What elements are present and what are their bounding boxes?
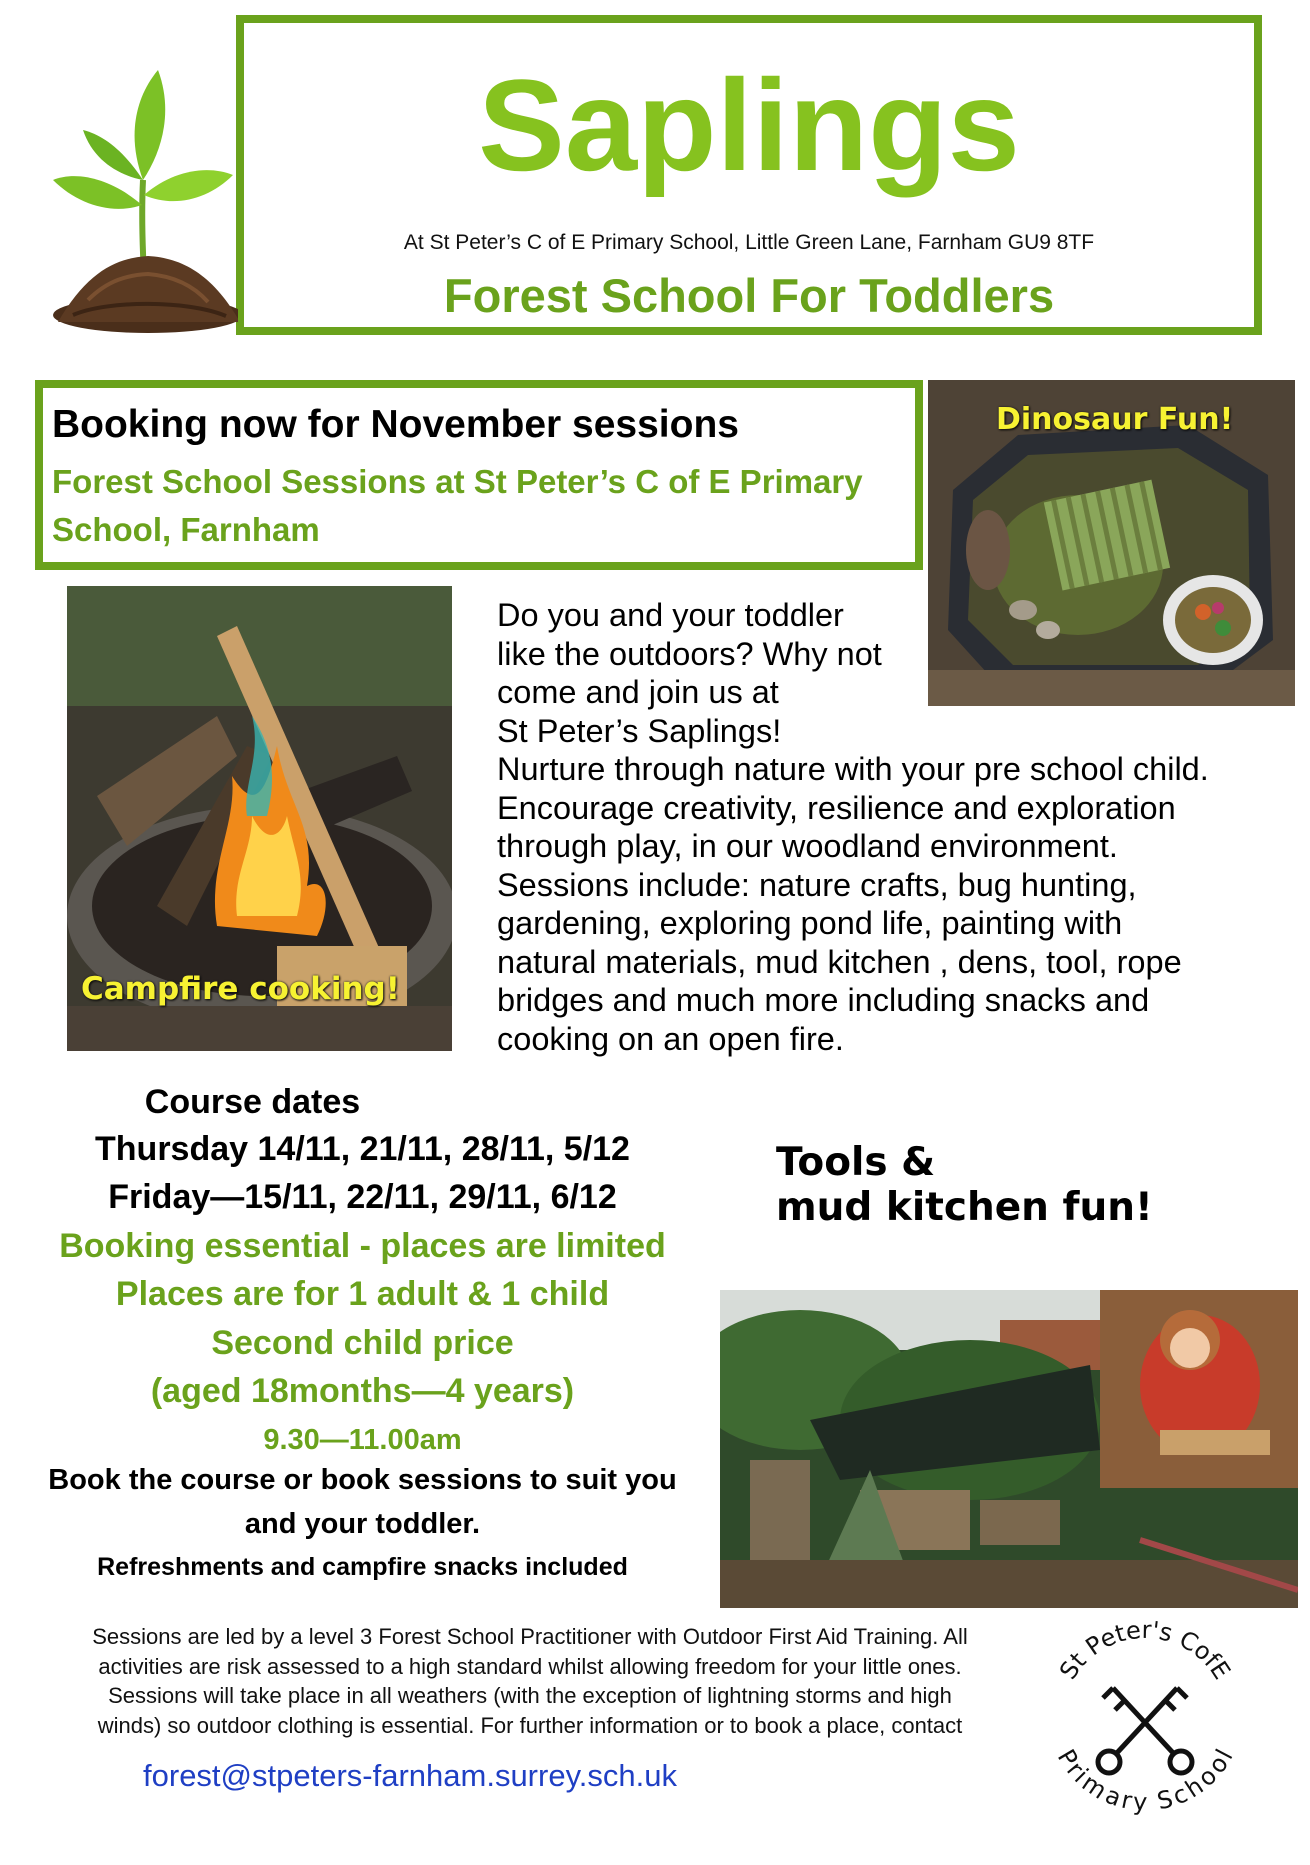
campfire-photo [67,586,452,1051]
intro-line: Do you and your toddler [497,597,844,633]
page-subtitle: Forest School For Toddlers [443,269,1055,322]
footer-text [30,1622,1030,1740]
contact-email-link[interactable]: forest@stpeters-farnham.surrey.sch.uk [143,1758,677,1793]
places-note: Places are for 1 adult & 1 child [115,1275,610,1313]
footer-line: activities are risk assessed to a high standard whilst allowing freedom for your little ones. [98,1653,962,1679]
address-line: At St Peter’s C of E Primary School, Little Green Lane, Farnham GU9 8TF [403,231,1095,254]
intro-line: cooking on an open fire. [497,1020,844,1057]
intro-line: natural materials, mud kitchen , dens, tool, rope [497,943,1182,980]
dinosaur-caption: Dinosaur Fun! [996,402,1234,437]
intro-line: come and join us at [497,674,779,710]
page-title: Saplings [478,52,1020,198]
age-range-note: (aged 18months—4 years) [150,1372,575,1410]
booking-essential-note: Booking essential - places are limited [59,1227,666,1265]
booking-subheading-line: Forest School Sessions at St Peter’s C of E Primary [52,463,863,500]
tools-caption-line: mud kitchen fun! [776,1185,1153,1230]
refreshments-note: Refreshments and campfire snacks included [97,1553,628,1581]
tools-caption-line: Tools & [776,1140,936,1185]
course-thursday-dates: Thursday 14/11, 21/11, 28/11, 5/12 [95,1130,630,1168]
course-friday-dates: Friday—15/11, 22/11, 29/11, 6/12 [108,1178,617,1216]
intro-line: Sessions include: nature crafts, bug hunting, [497,866,1137,903]
crossed-keys-icon [1098,1688,1192,1773]
sapling-illustration [48,30,238,340]
intro-line: like the outdoors? Why not [497,635,882,672]
intro-line: bridges and much more including snacks and [497,982,1150,1018]
session-time: 9.30—11.00am [263,1424,462,1456]
second-child-note: Second child price [211,1324,514,1362]
logo-top-text: St Peter's CofE [1054,1615,1236,1685]
book-note-line: Book the course or book sessions to suit you [48,1464,677,1496]
intro-line: through play, in our woodland environment. [497,828,1118,864]
tools-caption [776,1140,1153,1230]
campfire-caption: Campfire cooking! [81,971,400,1007]
intro-line: Nurture through nature with your pre school child. [497,751,1209,787]
footer-line: winds) so outdoor clothing is essential. For further information or to book a place, contact [97,1712,963,1738]
svg-text:St Peter's CofE [1054,1616,1236,1684]
mud-kitchen-photo [720,1290,1298,1608]
intro-line: Encourage creativity, resilience and exploration [497,789,1176,826]
footer-line: Sessions are led by a level 3 Forest School Practitioner with Outdoor First Aid Training. All [92,1624,968,1649]
book-note-line: and your toddler. [244,1508,481,1540]
logo-bottom-text: Primary School [1052,1744,1239,1817]
intro-line: St Peter’s Saplings! [497,712,782,749]
svg-text:Primary School [1052,1744,1238,1816]
booking-heading: Booking now for November sessions [52,403,739,446]
footer-line: Sessions will take place in all weathers (with the exception of lightning storms and high [108,1683,952,1708]
booking-subheading [52,458,912,554]
intro-paragraph [497,596,1297,1058]
school-logo [1045,1610,1245,1830]
booking-subheading-line: School, Farnham [52,511,320,548]
course-dates-heading: Course dates [144,1083,361,1121]
mud-kitchen-scene-image [720,1290,1298,1608]
intro-line: gardening, exploring pond life, painting with [497,905,1123,941]
